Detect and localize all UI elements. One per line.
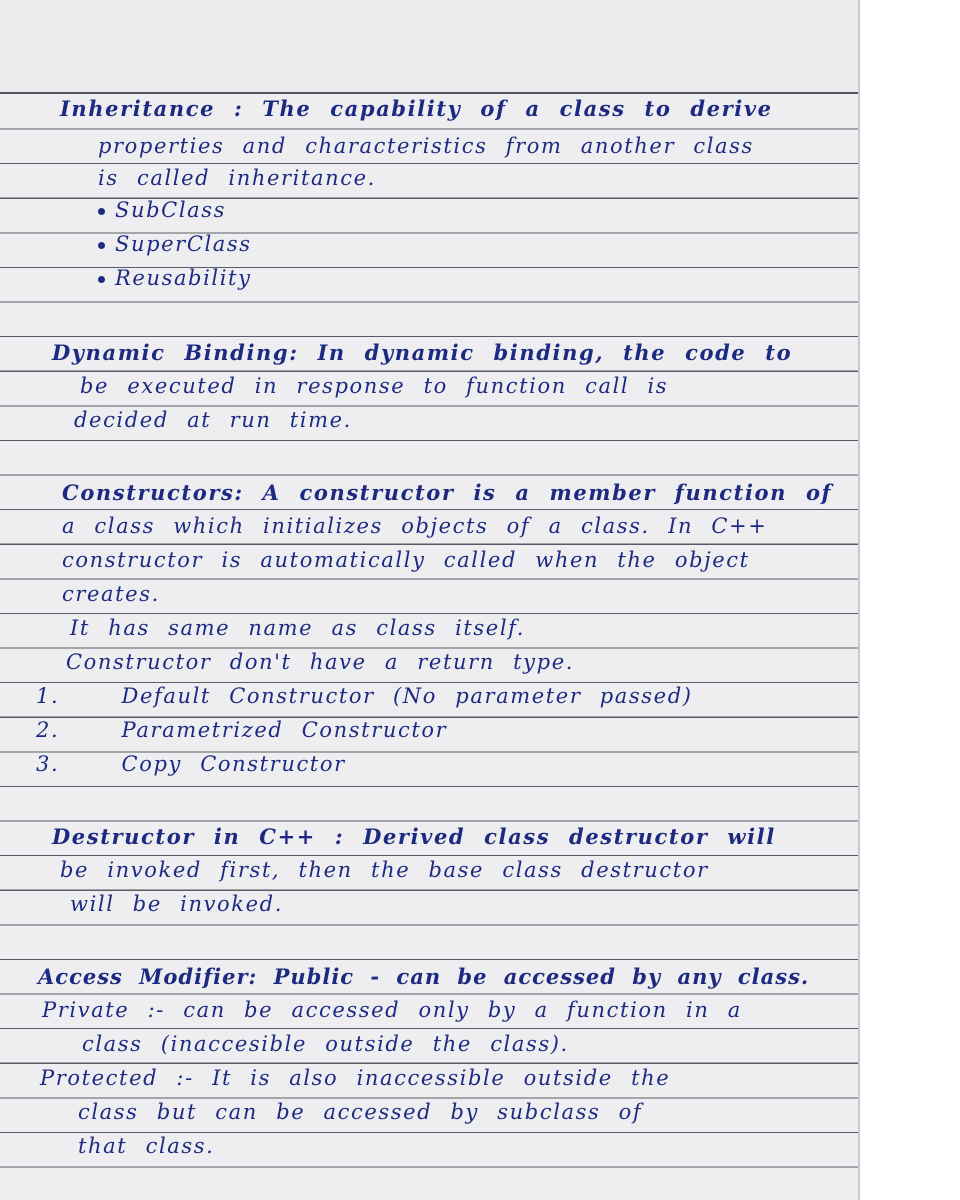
constructors-line-3: constructor is automatically called when the object [62, 548, 750, 572]
page-top-rule [0, 92, 858, 94]
access-modifier-line-6: that class. [78, 1134, 215, 1158]
list-text: Parametrized Constructor [121, 718, 448, 742]
constructor-type-3 [36, 752, 346, 776]
bullet-dot-icon [98, 276, 105, 283]
inheritance-bullet-subclass [98, 198, 226, 222]
access-modifier-line-2: Private :- can be accessed only by a function in a [42, 998, 742, 1022]
destructor-line-2: be invoked first, then the base class destructor [60, 858, 709, 882]
inheritance-bullet-reusability [98, 266, 252, 290]
constructors-line-6: Constructor don't have a return type. [66, 650, 574, 674]
bullet-label: SuperClass [115, 232, 252, 256]
constructor-type-2 [36, 718, 447, 742]
constructor-type-1 [36, 684, 693, 708]
bullet-dot-icon [98, 208, 105, 215]
dynamic-binding-line-1: Dynamic Binding: In dynamic binding, the code to [52, 340, 793, 365]
access-modifier-line-3: class (inaccesible outside the class). [82, 1032, 569, 1056]
bullet-dot-icon [98, 242, 105, 249]
list-number: 3. [36, 752, 60, 776]
destructor-line-1: Destructor in C++ : Derived class destructor will [52, 824, 776, 849]
constructors-line-4: creates. [62, 582, 160, 606]
inheritance-line-2: properties and characteristics from another class [98, 134, 754, 158]
constructors-line-5: It has same name as class itself. [70, 616, 526, 640]
bullet-label: SubClass [115, 198, 227, 222]
list-number: 2. [36, 718, 60, 742]
dynamic-binding-line-3: decided at run time. [74, 408, 352, 432]
access-modifier-line-4: Protected :- It is also inaccessible outside the [40, 1066, 671, 1090]
list-text: Default Constructor (No parameter passed) [121, 684, 693, 708]
constructors-line-1: Constructors: A constructor is a member function of [62, 480, 833, 505]
page-top-margin [0, 0, 858, 92]
inheritance-bullet-superclass [98, 232, 252, 256]
list-text: Copy Constructor [121, 752, 346, 776]
constructors-line-2: a class which initializes objects of a class. In C++ [62, 514, 768, 538]
bullet-label: Reusability [115, 266, 252, 290]
access-modifier-line-5: class but can be accessed by subclass of [78, 1100, 643, 1124]
dynamic-binding-line-2: be executed in response to function call is [80, 374, 669, 398]
inheritance-line-3: is called inheritance. [98, 166, 376, 190]
inheritance-line-1: Inheritance : The capability of a class to derive [60, 96, 773, 121]
access-modifier-line-1: Access Modifier: Public - can be accessed by any class. [38, 964, 810, 989]
destructor-line-3: will be invoked. [70, 892, 283, 916]
list-number: 1. [36, 684, 60, 708]
